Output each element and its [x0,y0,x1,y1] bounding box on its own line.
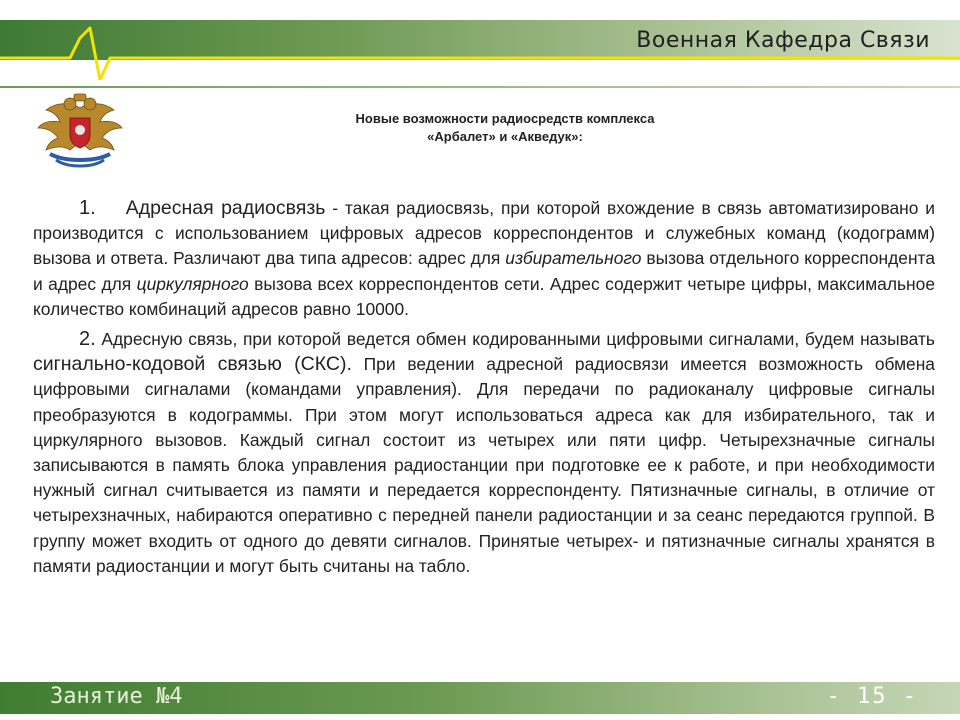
subtitle-line-1: Новые возможности радиосредств комплекса [355,111,655,126]
footer-band [0,682,960,714]
paragraph-1-text-c: вызова всех корреспондентов сети. Адрес содержит четыре цифры, максимальное количество комбинаций адресов равно 10000. [33,273,935,319]
term-addressed-radio: Адресная радиосвязь [125,197,326,219]
item-number-2: 2. [79,328,96,351]
header-divider [0,86,960,88]
slide-subtitle [250,110,760,146]
main-content [33,196,935,579]
term-circular: циркулярного [136,273,249,294]
paragraph-2 [33,327,935,579]
header-title: Военная Кафедра Связи [636,28,930,53]
item-number-1: 1. [79,197,96,219]
term-selective: избирательного [505,248,642,269]
lesson-label: Занятие №4 [50,684,183,709]
paragraph-2-text-a: Адресную связь, при которой ведется обмен кодированными цифровыми сигналами, будем называть [95,329,935,350]
paragraph-1-text-b: вызова отдельного корреспондента и адрес для [33,248,935,294]
paragraph-1-text-a: - такая радиосвязь, при которой вхождение в связь автоматизировано и производится с использованием цифровых адресов корреспондентов и служебных команд (кодограмм) вызова и ответа. Различают два типа адресов: адрес для [33,198,935,269]
paragraph-1 [33,196,935,322]
subtitle-line-2: «Арбалет» и «Акведук»: [427,129,583,144]
term-signal-code: сигнально-кодовой связью (СКС). [33,353,352,376]
page-number: - 15 - [826,684,918,709]
paragraph-2-text-b: При ведении адресной радиосвязи имеется возможность обмена цифровыми сигналами (командами управления). Для передачи по радиоканалу цифровые сигналы преобразуются в кодограммы. При этом могут использоваться адреса как для избирательного, так и циркулярного вызовов. Каждый сигнал состоит из четырех или пяти цифр. Четырехзначные сигналы записываются в память блока управления радиостанции при подготовке ее к работе, и при необходимости нужный сигнал считывается из памяти и передается корреспонденту. Пятизначные сигналы, в отличие от четырехзначных, набираются оперативно с передней панели радиостанции и за сеанс передаются группой. В группу может входить от одного до девяти сигналов. Принятые четырех- и пятизначные сигналы хранятся в памяти радиостанции и могут быть считаны на табло. [33,354,935,576]
coat-of-arms-icon [30,92,130,172]
